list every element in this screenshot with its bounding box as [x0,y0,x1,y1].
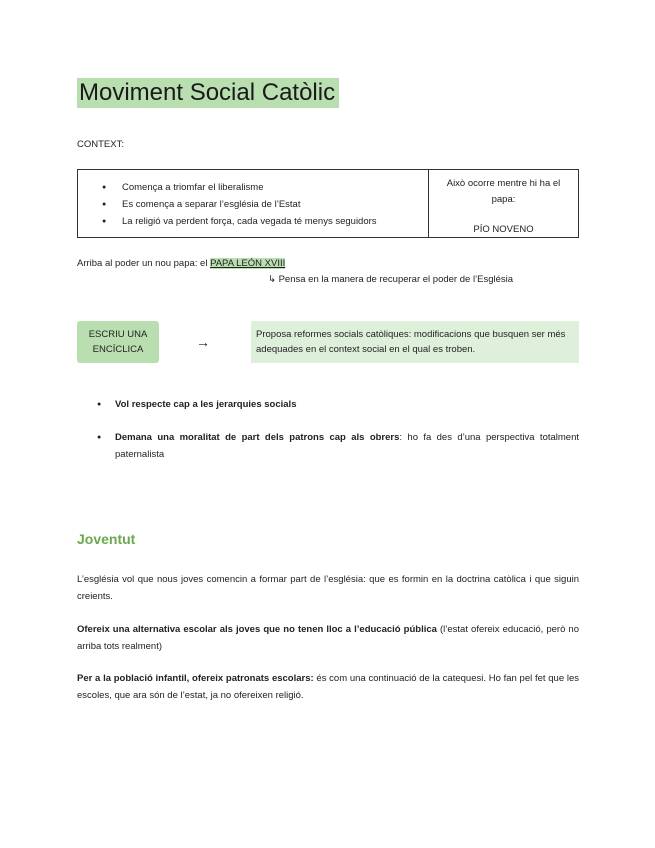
proposal-box: Proposa reformes socials catòliques: modificacions que busquen ser més adequades en el context social en el qual es troben. [251,321,579,363]
para-2-bold: Ofereix una alternativa escolar als joves que no tenen lloc a l’educació pública [77,624,437,635]
point-2-rest: : ho fa des d’una perspectiva totalment paternalista [115,432,579,460]
new-pope-line [77,256,285,272]
encyclical-line2: ENCÍCLICA [92,344,144,355]
pope-note: Això ocorre mentre hi ha el papa: [446,178,561,205]
context-pope-cell [429,170,578,237]
new-pope-note: ↳ Pensa en la manera de recuperar el poder de l’Església [268,274,514,285]
bullet-icon: ● [97,401,102,408]
pope-name: PÍO NOVENO [473,224,534,235]
list-item: ● La religió va perdent força, cada vegada té menys seguidors [102,213,428,230]
arrow-right-icon: → [196,334,210,350]
section-heading-joventut: Joventut [77,531,136,547]
joventut-paragraph-1: L’església vol que nous joves comencin a formar part de l’església: que es formin en la doctrina catòlica i que siguin creients. [77,574,579,602]
list-item: ● Es comença a separar l’església de l’Estat [102,196,428,213]
new-pope-name: PAPA LEÓN XVIII [210,258,286,269]
context-bullets-cell [78,170,429,237]
point-2-bold: Demana una moralitat de part dels patrons cap als obrers [115,432,400,443]
encyclical-box [77,321,159,363]
context-label: CONTEXT: [77,139,124,150]
joventut-paragraph-2 [77,621,579,655]
encyclical-line1: ESCRIU UNA [88,329,148,340]
new-pope-prefix: Arriba al poder un nou papa: el [77,258,211,269]
page-title: Moviment Social Catòlic [77,78,339,108]
joventut-paragraph-3 [77,670,579,704]
context-table [77,169,579,238]
point-1 [97,396,579,413]
point-1-text: Vol respecte cap a les jerarquies socials [115,399,297,410]
para-3-rest: és com una continuació de la catequesi. Ho fan pel fet que les escoles, que ara són de l’estat, ja no ofereixen religió. [77,673,579,701]
list-item: ● Comença a triomfar el liberalisme [102,179,428,196]
para-2-rest: (l’estat ofereix educació, però no arriba tots realment) [77,624,579,652]
context-bullet-list [102,179,428,230]
point-2 [97,429,579,463]
para-3-bold: Per a la població infantil, ofereix patronats escolars: [77,673,314,684]
bullet-icon: ● [97,434,102,441]
